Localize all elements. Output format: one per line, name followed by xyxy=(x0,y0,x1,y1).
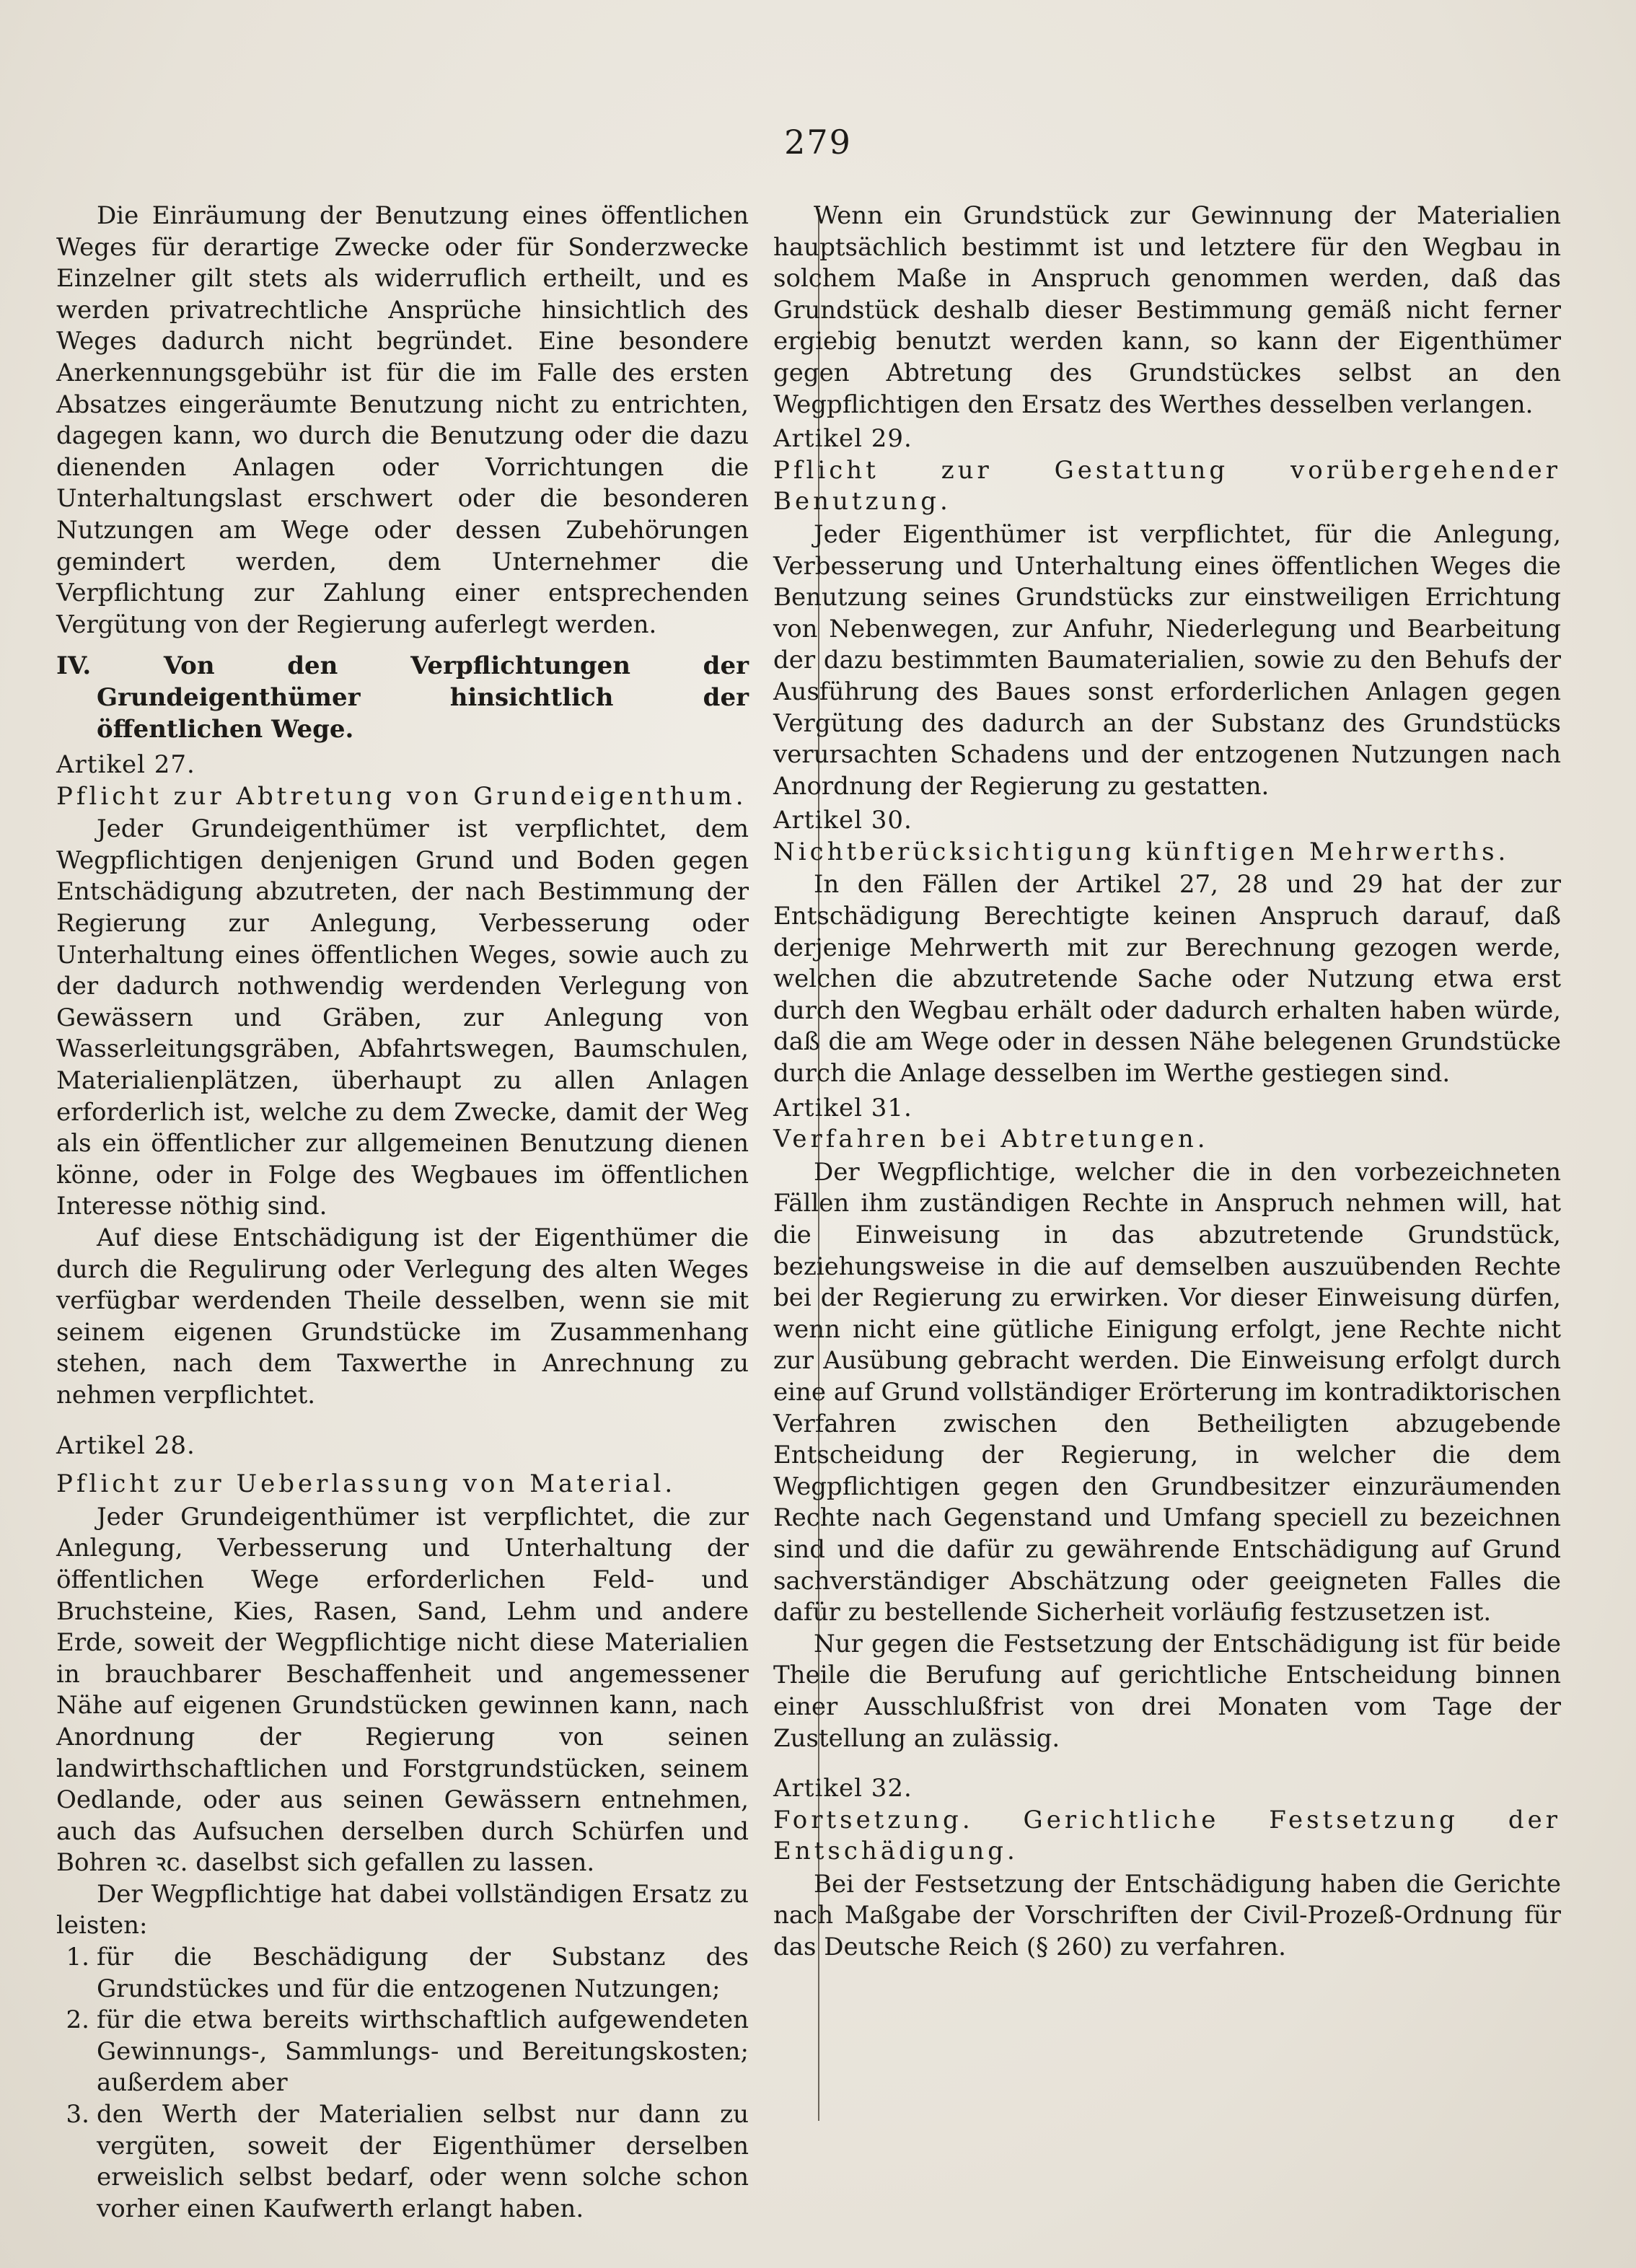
right-column xyxy=(773,201,1561,1964)
section-heading: IV. Von den Verpflichtungen der Grundeigenthümer hinsichtlich der öffentlichen Wege. xyxy=(56,651,749,744)
paragraph: Jeder Grundeigenthümer ist verpflichtet, dem Wegpflichtigen denjenigen Grund und Boden gegen Entschädigung abzutreten, der nach Bestimmung der Regierung zur Anlegung, Verbesserung oder Unterhaltung eines öffentlichen Weges, sowie auch zu der dadurch nothwendig werdenden Verlegung von Gewässern und Gräben, zur Anlegung von Wasserleitungsgräben, Abfahrtswegen, Baumschulen, Materialienplätzen, überhaupt zu allen Anlagen erforderlich ist, welche zu dem Zwecke, damit der Weg als ein öffentlicher zur allgemeinen Benutzung dienen könne, oder in Folge des Wegbaues im öffentlichen Interesse nöthig sind. xyxy=(56,814,749,1221)
list-item xyxy=(56,2005,749,2099)
paragraph: Jeder Grundeigenthümer ist verpflichtet, die zur Anlegung, Verbesserung und Unterhaltung der öffentlichen Wege erforderlichen Feld- und Bruchsteine, Kies, Rasen, Sand, Lehm und andere Erde, soweit der Wegpflichtige nicht diese Materialien in brauchbarer Beschaffenheit und angemessener Nähe auf eigenen Grundstücken gewinnen kann, nach Anordnung der Regierung von seinen landwirthschaftlichen und Forstgrundstücken, seinem Oedlande, oder aus seinen Gewässern entnehmen, auch das Aufsuchen derselben durch Schürfen und Bohren ꝛc. daselbst sich gefallen zu lassen. xyxy=(56,1502,749,1878)
paragraph: Nur gegen die Festsetzung der Entschädigung ist für beide Theile die Berufung auf gerichtliche Entscheidung binnen einer Ausschlußfrist von drei Monaten vom Tage der Zustellung an zulässig. xyxy=(773,1629,1561,1753)
article-title: Pflicht zur Abtretung von Grundeigenthum. xyxy=(56,781,747,811)
article-heading: Artikel 29. xyxy=(773,424,912,454)
compensation-list xyxy=(56,1942,749,2225)
article-heading: Artikel 31. xyxy=(773,1093,912,1122)
paragraph: Auf diese Entschädigung ist der Eigenthümer die durch die Regulirung oder Verlegung des alten Weges verfügbar werdenden Theile desselben, wenn sie mit seinem eigenen Grundstücke im Zusammenhang stehen, nach dem Taxwerthe in Anrechnung zu nehmen verpflichtet. xyxy=(56,1223,749,1410)
paragraph: Wenn ein Grundstück zur Gewinnung der Materialien hauptsächlich bestimmt ist und letztere für den Wegbau in solchem Maße in Anspruch genommen werden, daß das Grundstück deshalb dieser Bestimmung gemäß nicht ferner ergiebig benutzt werden kann, so kann der Eigenthümer gegen Abtretung des Grundstückes selbst an den Wegpflichtigen den Ersatz des Werthes desselben verlangen. xyxy=(773,201,1561,419)
article-title: Verfahren bei Abtretungen. xyxy=(773,1125,1209,1154)
article-heading: Artikel 32. xyxy=(773,1774,912,1803)
list-item xyxy=(56,1942,749,2005)
article-heading: Artikel 30. xyxy=(773,806,912,835)
article-title: Fortsetzung. Gerichtliche Festsetzung der Entschädigung. xyxy=(773,1805,1561,1866)
paragraph: Der Wegpflichtige hat dabei vollständigen Ersatz zu leisten: xyxy=(56,1879,749,1940)
list-item-text: für die etwa bereits wirthschaftlich aufgewendeten Gewinnungs-, Sammlungs- und Bereitungskosten; außerdem aber xyxy=(97,2005,749,2098)
paragraph: In den Fällen der Artikel 27, 28 und 29 hat der zur Entschädigung Berechtigte keinen Anspruch darauf, daß derjenige Mehrwerth mit zur Berechnung gezogen werde, welchen die abzutretende Sache oder Nutzung etwa erst durch den Wegbau erhält oder dadurch erhalten haben würde, daß die am Wege oder in dessen Nähe belegenen Grundstücke durch die Anlage desselben im Werthe gestiegen sind. xyxy=(773,870,1561,1089)
paragraph: Die Einräumung der Benutzung eines öffentlichen Weges für derartige Zwecke oder für Sonderzwecke Einzelner gilt stets als widerruflich ertheilt, und es werden privatrechtliche Ansprüche hinsichtlich des Weges dadurch nicht begründet. Eine besondere Anerkennungsgebühr ist für die im Falle des ersten Absatzes eingeräumte Benutzung nicht zu entrichten, dagegen kann, wo durch die Benutzung oder die dazu dienenden Anlagen oder Vorrichtungen die Unterhaltungslast erschwert oder die besonderen Nutzungen am Wege oder dessen Zubehörungen gemindert werden, dem Unternehmer die Verpflichtung zur Zahlung einer entsprechenden Vergütung von der Regierung auferlegt werden. xyxy=(56,201,749,639)
paragraph: Bei der Festsetzung der Entschädigung haben die Gerichte nach Maßgabe der Vorschriften der Civil-Prozeß-Ordnung für das Deutsche Reich (§ 260) zu verfahren. xyxy=(773,1869,1561,1962)
article-heading: Artikel 28. xyxy=(56,1430,195,1460)
list-item xyxy=(56,2099,749,2225)
paragraph: Jeder Eigenthümer ist verpflichtet, für die Anlegung, Verbesserung und Unterhaltung eines öffentlichen Weges die Benutzung seines Grundstücks zur einstweiligen Errichtung von Nebenwegen, zur Anfuhr, Niederlegung und Bearbeitung der dazu bestimmten Baumaterialien, sowie zu den Behufs der Ausführung des Baues sonst erforderlichen Anlagen gegen Vergütung des dadurch an der Substanz des Grundstücks verursachten Schadens und der entzogenen Nutzungen nach Anordnung der Regierung zu gestatten. xyxy=(773,519,1561,801)
paragraph: Der Wegpflichtige, welcher die in den vorbezeichneten Fällen ihm zuständigen Rechte in Anspruch nehmen will, hat die Einweisung in das abzutretende Grundstück, beziehungsweise in die auf demselben auszuübenden Rechte bei der Regierung zu erwirken. Vor dieser Einweisung dürfen, wenn nicht eine gütliche Einigung erfolgt, jene Rechte nicht zur Ausübung gebracht werden. Die Einweisung erfolgt durch eine auf Grund vollständiger Erörterung im kontradiktorischen Verfahren zwischen den Betheiligten abzugebende Entscheidung der Regierung, in welcher die dem Wegpflichtigen gegen den Grundbesitzer einzuräumenden Rechte nach Gegenstand und Umfang speciell zu bezeichnen sind und die dafür zu gewährende Entschädigung auf Grund sachverständiger Abschätzung oder geeigneten Falles die dafür zu bestellende Sicherheit vorläufig festzusetzen ist. xyxy=(773,1157,1561,1627)
list-item-number: 1. xyxy=(66,1943,89,1972)
list-item-text: den Werth der Materialien selbst nur dann zu vergüten, soweit der Eigenthümer derselben erweislich selbst bedarf, oder wenn solche schon vorher einen Kaufwerth erlangt haben. xyxy=(97,2100,749,2223)
article-title: Pflicht zur Ueberlassung von Material. xyxy=(56,1469,677,1499)
article-heading: Artikel 27. xyxy=(56,750,195,780)
list-item-text: für die Beschädigung der Substanz des Grundstückes und für die entzogenen Nutzungen; xyxy=(97,1943,749,2003)
article-title: Nichtberücksichtigung künftigen Mehrwerths. xyxy=(773,837,1510,866)
list-item-number: 3. xyxy=(66,2100,89,2129)
page-number: 279 xyxy=(784,123,852,162)
left-column xyxy=(56,201,749,2225)
article-title: Pflicht zur Gestattung vorübergehender Benutzung. xyxy=(773,455,1561,517)
list-item-number: 2. xyxy=(66,2005,89,2035)
